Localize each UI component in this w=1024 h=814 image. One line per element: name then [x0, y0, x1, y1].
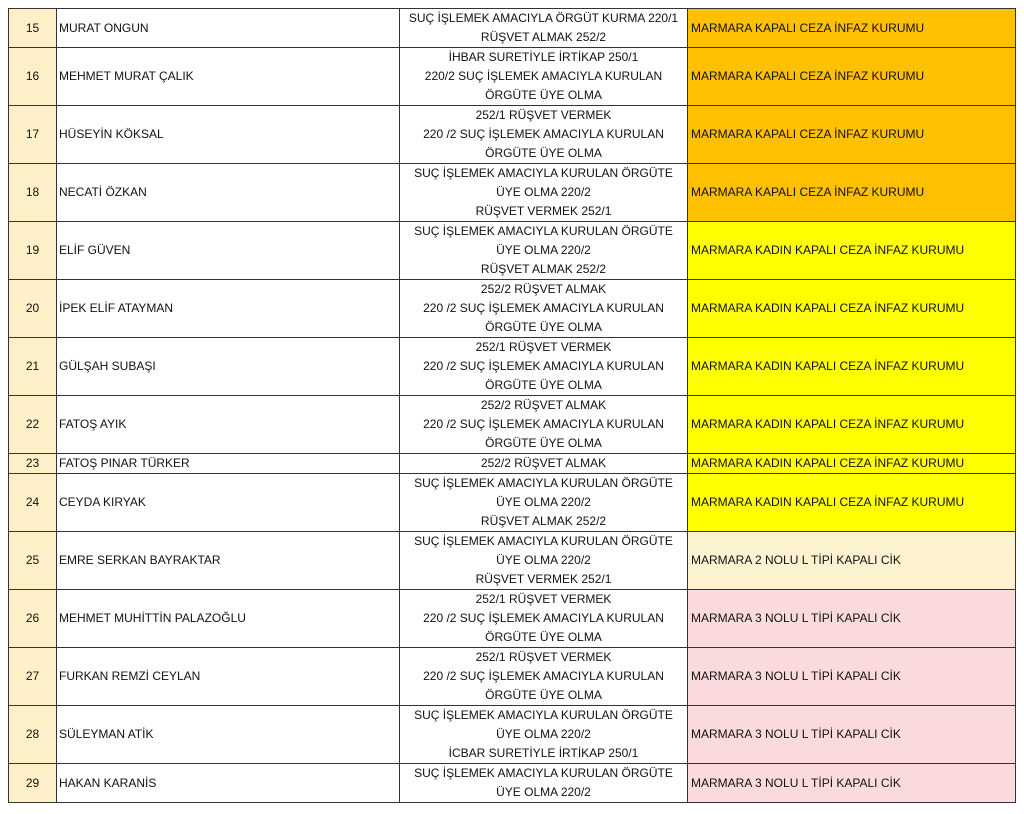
charge-line: ÖRGÜTE ÜYE OLMA: [485, 630, 602, 644]
table-row: [9, 164, 1016, 222]
charge-line: 220 /2 SUÇ İŞLEMEK AMACIYLA KURULAN: [423, 611, 664, 625]
charge-line: SUÇ İŞLEMEK AMACIYLA KURULAN ÖRGÜTE: [414, 534, 673, 548]
charge-line: 220 /2 SUÇ İŞLEMEK AMACIYLA KURULAN: [423, 301, 664, 315]
charges-cell: [400, 164, 688, 222]
prison-name: MARMARA KAPALI CEZA İNFAZ KURUMU: [688, 9, 1016, 48]
charges-cell: [400, 222, 688, 280]
charges-cell: [400, 48, 688, 106]
detainee-table: [8, 8, 1016, 803]
charge-line: 252/1 RÜŞVET VERMEK: [475, 108, 612, 122]
person-name: NECATİ ÖZKAN: [57, 164, 400, 222]
charge-line: İHBAR SURETİYLE İRTİKAP 250/1: [448, 50, 639, 64]
charges-cell: [400, 280, 688, 338]
charge-line: SUÇ İŞLEMEK AMACIYLA KURULAN ÖRGÜTE: [414, 166, 673, 180]
person-name: CEYDA KIRYAK: [57, 474, 400, 532]
row-number: 21: [9, 338, 57, 396]
charge-line: SUÇ İŞLEMEK AMACIYLA ÖRGÜT KURMA 220/1: [408, 11, 679, 25]
table-row: [9, 474, 1016, 532]
table-row: [9, 532, 1016, 590]
charge-line: İCBAR SURETİYLE İRTİKAP 250/1: [448, 746, 639, 760]
row-number: 19: [9, 222, 57, 280]
charge-line: ÖRGÜTE ÜYE OLMA: [485, 88, 602, 102]
person-name: EMRE SERKAN BAYRAKTAR: [57, 532, 400, 590]
charge-line: 220 /2 SUÇ İŞLEMEK AMACIYLA KURULAN: [423, 417, 664, 431]
charge-line: ÖRGÜTE ÜYE OLMA: [485, 320, 602, 334]
charge-line: SUÇ İŞLEMEK AMACIYLA KURULAN ÖRGÜTE: [414, 766, 673, 780]
charge-line: ÜYE OLMA 220/2: [496, 185, 591, 199]
charge-line: 220 /2 SUÇ İŞLEMEK AMACIYLA KURULAN: [423, 669, 664, 683]
charge-line: ÜYE OLMA 220/2: [496, 553, 591, 567]
charges-cell: [400, 532, 688, 590]
table-row: [9, 106, 1016, 164]
table-row: [9, 648, 1016, 706]
table-row: [9, 454, 1016, 474]
row-number: 16: [9, 48, 57, 106]
charge-line: SUÇ İŞLEMEK AMACIYLA KURULAN ÖRGÜTE: [414, 224, 673, 238]
charge-line: RÜŞVET ALMAK 252/2: [480, 514, 607, 528]
charges-cell: [400, 106, 688, 164]
charge-line: 252/2 RÜŞVET ALMAK: [480, 282, 607, 296]
charge-line: RÜŞVET ALMAK 252/2: [480, 30, 607, 44]
row-number: 18: [9, 164, 57, 222]
prison-name: MARMARA 2 NOLU L TİPİ KAPALI CİK: [688, 532, 1016, 590]
charge-line: 220 /2 SUÇ İŞLEMEK AMACIYLA KURULAN: [423, 127, 664, 141]
charge-line: ÖRGÜTE ÜYE OLMA: [485, 378, 602, 392]
person-name: HÜSEYİN KÖKSAL: [57, 106, 400, 164]
charge-line: ÖRGÜTE ÜYE OLMA: [485, 146, 602, 160]
table-row: [9, 280, 1016, 338]
charge-line: ÜYE OLMA 220/2: [496, 243, 591, 257]
person-name: ELİF GÜVEN: [57, 222, 400, 280]
charges-cell: [400, 338, 688, 396]
prison-name: MARMARA KAPALI CEZA İNFAZ KURUMU: [688, 106, 1016, 164]
charge-line: 252/2 RÜŞVET ALMAK: [480, 456, 607, 470]
person-name: MEHMET MURAT ÇALIK: [57, 48, 400, 106]
prison-name: MARMARA KADIN KAPALI CEZA İNFAZ KURUMU: [688, 222, 1016, 280]
prison-name: MARMARA KADIN KAPALI CEZA İNFAZ KURUMU: [688, 396, 1016, 454]
prison-name: MARMARA KADIN KAPALI CEZA İNFAZ KURUMU: [688, 454, 1016, 474]
charges-cell: [400, 9, 688, 48]
person-name: FATOŞ AYIK: [57, 396, 400, 454]
person-name: İPEK ELİF ATAYMAN: [57, 280, 400, 338]
charge-line: RÜŞVET ALMAK 252/2: [480, 262, 607, 276]
prison-name: MARMARA KADIN KAPALI CEZA İNFAZ KURUMU: [688, 280, 1016, 338]
charges-cell: [400, 474, 688, 532]
charge-line: 252/1 RÜŞVET VERMEK: [475, 650, 612, 664]
charges-cell: [400, 706, 688, 764]
prison-name: MARMARA KADIN KAPALI CEZA İNFAZ KURUMU: [688, 474, 1016, 532]
prison-name: MARMARA 3 NOLU L TİPİ KAPALI CİK: [688, 706, 1016, 764]
person-name: SÜLEYMAN ATİK: [57, 706, 400, 764]
person-name: GÜLŞAH SUBAŞI: [57, 338, 400, 396]
prison-name: MARMARA 3 NOLU L TİPİ KAPALI CİK: [688, 764, 1016, 803]
table-row: [9, 706, 1016, 764]
charge-line: 252/1 RÜŞVET VERMEK: [475, 592, 612, 606]
charge-line: ÖRGÜTE ÜYE OLMA: [485, 688, 602, 702]
table-row: [9, 396, 1016, 454]
row-number: 26: [9, 590, 57, 648]
charge-line: RÜŞVET VERMEK 252/1: [475, 572, 612, 586]
charges-cell: [400, 396, 688, 454]
charges-cell: [400, 648, 688, 706]
prison-name: MARMARA 3 NOLU L TİPİ KAPALI CİK: [688, 590, 1016, 648]
table-row: [9, 9, 1016, 48]
table-row: [9, 764, 1016, 803]
person-name: MEHMET MUHİTTİN PALAZOĞLU: [57, 590, 400, 648]
charges-cell: [400, 590, 688, 648]
person-name: MURAT ONGUN: [57, 9, 400, 48]
row-number: 28: [9, 706, 57, 764]
charge-line: ÜYE OLMA 220/2: [496, 727, 591, 741]
charge-line: SUÇ İŞLEMEK AMACIYLA KURULAN ÖRGÜTE: [414, 476, 673, 490]
table-row: [9, 222, 1016, 280]
row-number: 20: [9, 280, 57, 338]
table-row: [9, 590, 1016, 648]
prison-name: MARMARA 3 NOLU L TİPİ KAPALI CİK: [688, 648, 1016, 706]
row-number: 25: [9, 532, 57, 590]
charge-line: ÜYE OLMA 220/2: [496, 495, 591, 509]
charge-line: 220 /2 SUÇ İŞLEMEK AMACIYLA KURULAN: [423, 359, 664, 373]
table-body: [9, 9, 1016, 803]
row-number: 15: [9, 9, 57, 48]
prison-name: MARMARA KAPALI CEZA İNFAZ KURUMU: [688, 48, 1016, 106]
charge-line: ÖRGÜTE ÜYE OLMA: [485, 436, 602, 450]
person-name: FURKAN REMZİ CEYLAN: [57, 648, 400, 706]
row-number: 22: [9, 396, 57, 454]
charge-line: SUÇ İŞLEMEK AMACIYLA KURULAN ÖRGÜTE: [414, 708, 673, 722]
charge-line: 252/2 RÜŞVET ALMAK: [480, 398, 607, 412]
person-name: FATOŞ PINAR TÜRKER: [57, 454, 400, 474]
charge-line: 252/1 RÜŞVET VERMEK: [475, 340, 612, 354]
table-row: [9, 48, 1016, 106]
charge-line: RÜŞVET VERMEK 252/1: [475, 204, 612, 218]
table-row: [9, 338, 1016, 396]
row-number: 29: [9, 764, 57, 803]
row-number: 23: [9, 454, 57, 474]
prison-name: MARMARA KAPALI CEZA İNFAZ KURUMU: [688, 164, 1016, 222]
row-number: 24: [9, 474, 57, 532]
charges-cell: [400, 764, 688, 803]
charge-line: ÜYE OLMA 220/2: [496, 785, 591, 799]
person-name: HAKAN KARANİS: [57, 764, 400, 803]
row-number: 27: [9, 648, 57, 706]
prison-name: MARMARA KADIN KAPALI CEZA İNFAZ KURUMU: [688, 338, 1016, 396]
charge-line: 220/2 SUÇ İŞLEMEK AMACIYLA KURULAN: [424, 69, 663, 83]
charges-cell: [400, 454, 688, 474]
row-number: 17: [9, 106, 57, 164]
